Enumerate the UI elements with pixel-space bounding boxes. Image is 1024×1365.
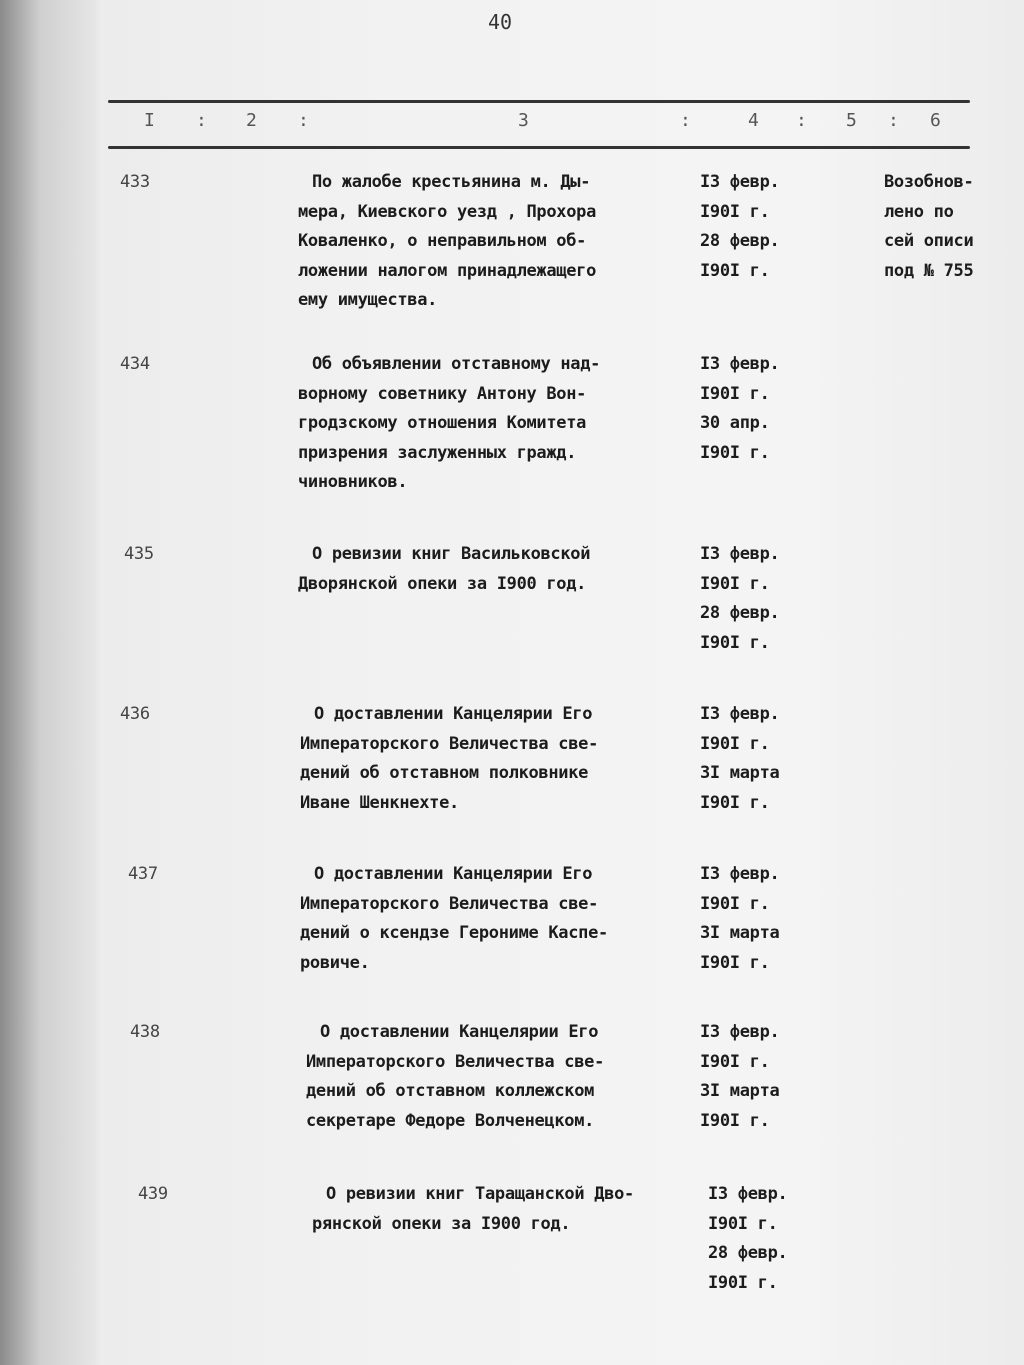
- entry-dates-column: [700, 168, 820, 286]
- entry-date-line: I3 февр.: [700, 354, 780, 374]
- entry-title-line: мера, Киевского уезд , Прохора: [298, 201, 597, 222]
- entry-title-line: Коваленко, о неправильном об-: [298, 231, 587, 251]
- entry-dates-column: [700, 1018, 820, 1136]
- entry-date-line: I90I г.: [708, 1272, 778, 1293]
- entry-title-line: Иване Шенкнехте.: [300, 792, 459, 813]
- entry-date-line: 28 февр.: [700, 603, 780, 623]
- entry-date-line: I3 февр.: [700, 544, 780, 564]
- col-separator: :: [796, 110, 807, 131]
- entry-date-line: I3 февр.: [700, 704, 780, 724]
- entry-text-column: [298, 168, 698, 316]
- entry-date-line: I90I г.: [700, 573, 770, 594]
- entry-note-line: Возобнов-: [884, 172, 974, 192]
- page-number: 40: [488, 10, 513, 34]
- entry-text-column: [298, 540, 698, 599]
- entry-note-line: лено по: [884, 201, 954, 222]
- entry-date-line: I90I г.: [700, 632, 770, 653]
- entry-number: 439: [138, 1184, 168, 1204]
- header-top-rule: [108, 100, 970, 103]
- entry-number: 435: [124, 544, 154, 564]
- entry-dates-column: [700, 700, 820, 818]
- entry-note-line: под № 755: [884, 260, 974, 281]
- entry-title-line: Дворянской опеки за I900 год.: [298, 573, 587, 594]
- col-header-1: I: [144, 110, 155, 131]
- entry-date-line: 3I марта: [700, 923, 780, 943]
- entry-date-line: I90I г.: [700, 893, 770, 914]
- entry-text-column: [300, 860, 700, 978]
- col-header-2: 2: [246, 110, 257, 131]
- entry-date-line: I90I г.: [708, 1213, 778, 1234]
- col-separator: :: [888, 110, 899, 131]
- entry-note-line: сей описи: [884, 231, 974, 251]
- entry-text-column: [298, 350, 698, 498]
- entry-title-line: О доставлении Канцелярии Его: [314, 864, 593, 884]
- entry-title-line: чиновников.: [298, 472, 408, 492]
- entry-dates-column: [700, 860, 820, 978]
- entry-date-line: 30 апр.: [700, 413, 770, 433]
- entry-text-column: [300, 700, 700, 818]
- col-separator: :: [298, 110, 309, 131]
- entry-date-line: I90I г.: [700, 1110, 770, 1131]
- entry-date-line: I90I г.: [700, 201, 770, 222]
- entry-date-line: I90I г.: [700, 792, 770, 813]
- entry-date-line: I90I г.: [700, 733, 770, 754]
- entry-number: 436: [120, 704, 150, 724]
- entry-title-line: гродзскому отношения Комитета: [298, 413, 587, 433]
- entry-date-line: 3I марта: [700, 763, 780, 783]
- entry-date-line: I90I г.: [700, 952, 770, 973]
- col-header-3: 3: [518, 110, 529, 131]
- entry-title-line: ворному советнику Антону Вон-: [298, 383, 587, 404]
- entry-title-line: секретаре Федоре Волченецком.: [306, 1110, 595, 1131]
- entry-date-line: I3 февр.: [700, 864, 780, 884]
- entry-date-line: 3I марта: [700, 1081, 780, 1101]
- entry-title-line: ложении налогом принадлежащего: [298, 260, 597, 281]
- entry-text-column: [306, 1018, 706, 1136]
- col-header-6: 6: [930, 110, 941, 131]
- entry-title-line: рянской опеки за I900 год.: [312, 1213, 571, 1234]
- entry-dates-column: [708, 1180, 828, 1298]
- entry-title-line: Императорского Величества све-: [300, 733, 599, 754]
- header-bottom-rule: [108, 146, 970, 149]
- entry-date-line: 28 февр.: [700, 231, 780, 251]
- entry-title-line: О ревизии книг Таращанской Дво-: [326, 1184, 634, 1204]
- entry-dates-column: [700, 540, 820, 658]
- entry-number: 437: [128, 864, 158, 884]
- entry-title-line: Императорского Величества све-: [306, 1051, 605, 1072]
- entry-date-line: I90I г.: [700, 1051, 770, 1072]
- entry-title-line: дений об отставном полковнике: [300, 763, 589, 783]
- entry-title-line: Об объявлении отставному над-: [312, 354, 601, 374]
- entry-title-line: ровиче.: [300, 952, 370, 973]
- entry-title-line: Императорского Величества све-: [300, 893, 599, 914]
- entry-title-line: По жалобе крестьянина м. Ды-: [312, 172, 591, 192]
- entry-title-line: О доставлении Канцелярии Его: [320, 1022, 599, 1042]
- entry-title-line: призрения заслуженных гражд.: [298, 442, 577, 463]
- col-separator: :: [680, 110, 691, 131]
- entry-date-line: I90I г.: [700, 383, 770, 404]
- entry-dates-column: [700, 350, 820, 468]
- col-header-5: 5: [846, 110, 857, 131]
- entry-note-column: [884, 168, 1014, 286]
- entry-text-column: [312, 1180, 712, 1239]
- entry-date-line: I90I г.: [700, 442, 770, 463]
- entry-number: 434: [120, 354, 150, 374]
- entry-date-line: I3 февр.: [708, 1184, 788, 1204]
- entry-date-line: I3 февр.: [700, 1022, 780, 1042]
- entry-date-line: 28 февр.: [708, 1243, 788, 1263]
- entry-title-line: О ревизии книг Васильковской: [312, 544, 591, 564]
- entry-title-line: дений об отставном коллежском: [306, 1081, 595, 1101]
- entry-title-line: О доставлении Канцелярии Его: [314, 704, 593, 724]
- entry-title-line: дений о ксендзе Герониме Каспе-: [300, 923, 608, 943]
- entry-number: 433: [120, 172, 150, 192]
- entry-number: 438: [130, 1022, 160, 1042]
- entry-date-line: I90I г.: [700, 260, 770, 281]
- col-header-4: 4: [748, 110, 759, 131]
- entry-date-line: I3 февр.: [700, 172, 780, 192]
- col-separator: :: [196, 110, 207, 131]
- entry-title-line: ему имущества.: [298, 290, 438, 310]
- column-header-row: [108, 110, 970, 140]
